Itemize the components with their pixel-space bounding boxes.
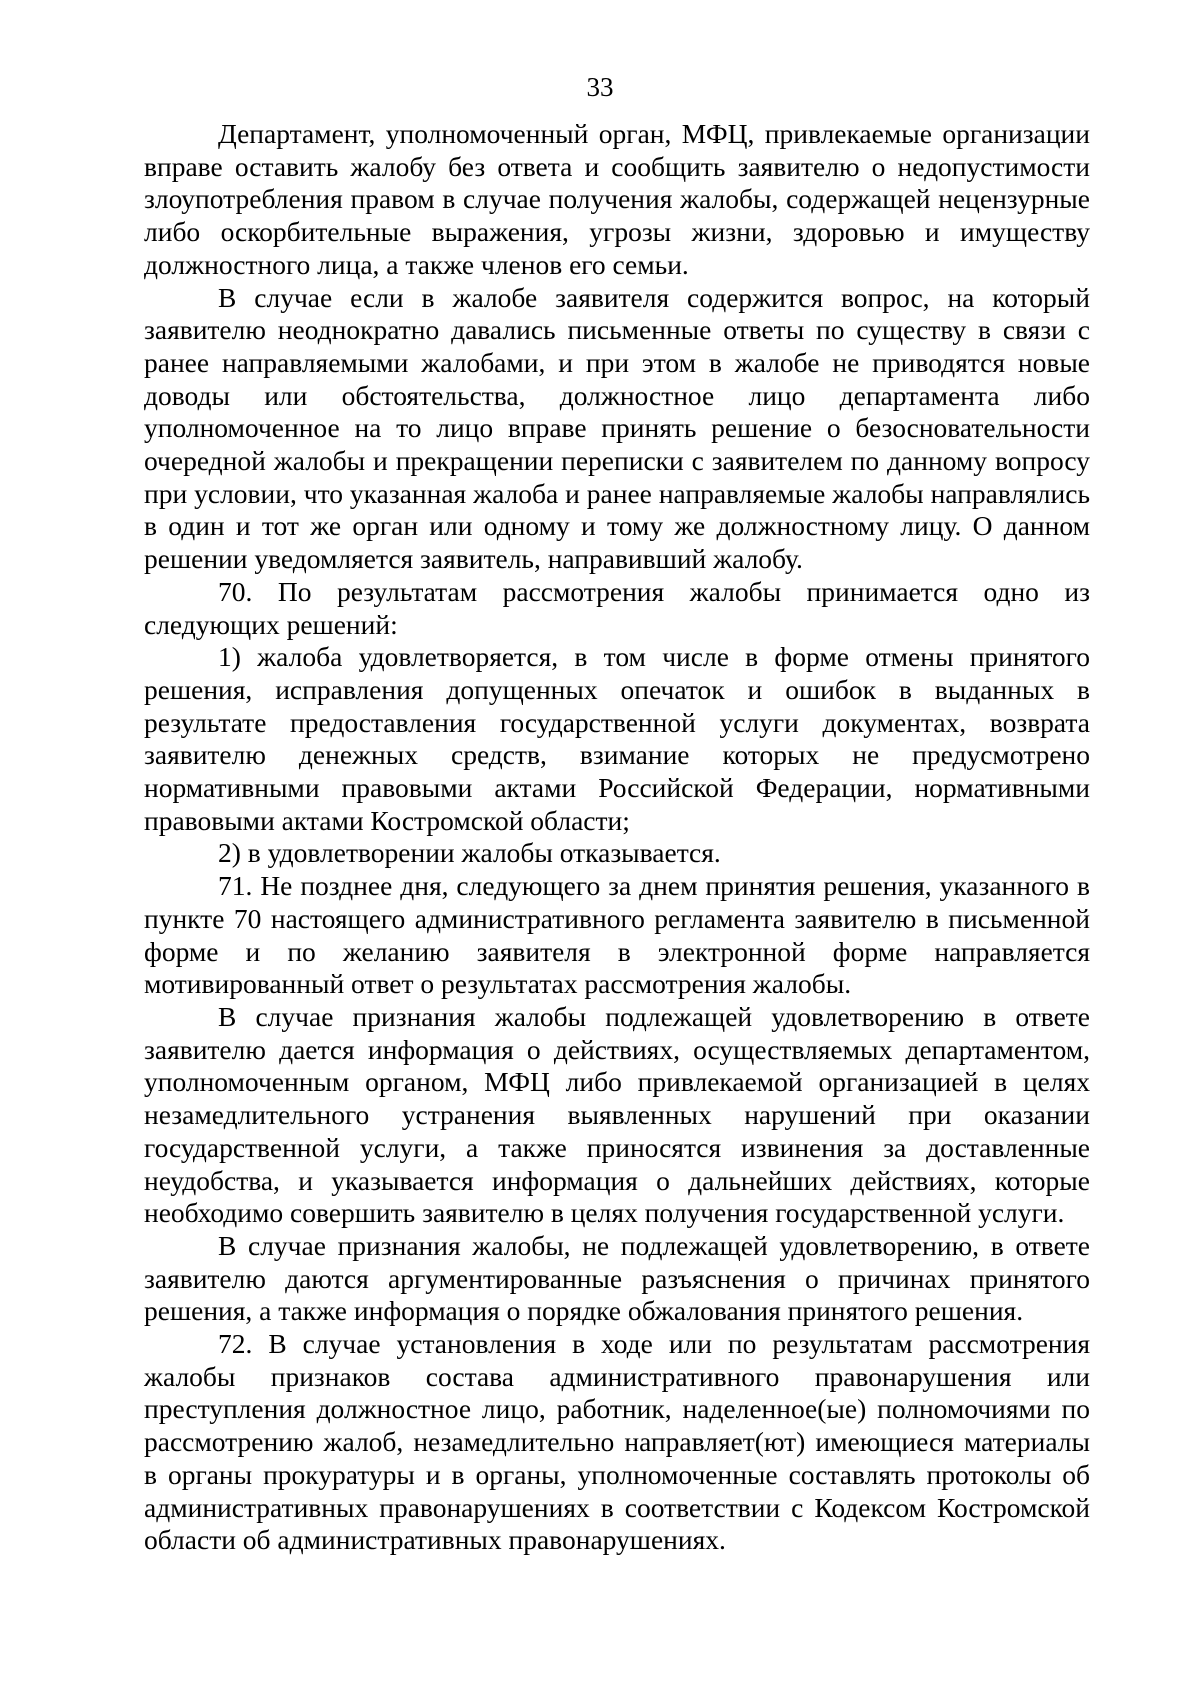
paragraph-item-71: 71. Не позднее дня, следующего за днем принятия решения, указанного в пункте 70 настоящего административного регламента заявителю в письменной форме и по желанию заявителя в электронной форме направляется мотивированный ответ о результатах рассмотрения жалобы. — [144, 870, 1090, 1000]
paragraph-item-72: 72. В случае установления в ходе или по результатам рассмотрения жалобы признаков состава административного правонарушения или преступления должностное лицо, работник, наделенное(ые) полномочиями по рассмотрению жалоб, незамедлительно направляет(ют) имеющиеся материалы в органы прокуратуры и в органы, уполномоченные составлять протоколы об административных правонарушениях в соответствии с Кодексом Костромской области об административных правонарушениях. — [144, 1328, 1090, 1556]
page-number: 33 — [586, 72, 614, 102]
paragraph-complaint-satisfied: В случае признания жалобы подлежащей удовлетворению в ответе заявителю дается информация о действиях, осуществляемых департаментом, уполномоченным органом, МФЦ либо привлекаемой организацией в целях незамедлительного устранения выявленных нарушений при оказании государственной услуги, а также приносятся извинения за доставленные неудобства, и указывается информация о дальнейших действиях, которые необходимо совершить заявителю в целях получения государственной услуги. — [144, 1000, 1090, 1229]
paragraph-item-70-subitem-1: 1) жалоба удовлетворяется, в том числе в форме отмены принятого решения, исправления допущенных опечаток и ошибок в выданных в результате предоставления государственной услуги документах, возврата заявителю денежных средств, взимание которых не предусмотрено нормативными правовыми актами Российской Федерации, нормативными правовыми актами Костромской области; — [144, 641, 1090, 836]
paragraph-item-70: 70. По результатам рассмотрения жалобы принимается одно из следующих решений: — [144, 575, 1090, 640]
document-body — [144, 118, 1090, 1557]
paragraph-item-70-subitem-2: 2) в удовлетворении жалобы отказывается. — [218, 837, 721, 869]
paragraph-complaint-rejected: В случае признания жалобы, не подлежащей удовлетворению, в ответе заявителю даются аргументированные разъяснения о причинах принятого решения, а также информация о порядке обжалования принятого решения. — [144, 1229, 1090, 1327]
paragraph-complaint-without-answer: Департамент, уполномоченный орган, МФЦ, привлекаемые организации вправе оставить жалобу без ответа и сообщить заявителю о недопустимости злоупотребления правом в случае получения жалобы, содержащей нецензурные либо оскорбительные выражения, угрозы жизни, здоровью и имуществу должностного лица, а также членов его семьи. — [144, 118, 1090, 280]
paragraph-repeated-question: В случае если в жалобе заявителя содержится вопрос, на который заявителю неоднократно давались письменные ответы по существу в связи с ранее направляемыми жалобами, и при этом в жалобе не приводятся новые доводы или обстоятельства, должностное лицо департамента либо уполномоченное на то лицо вправе принять решение о безосновательности очередной жалобы и прекращении переписки с заявителем по данному вопросу при условии, что указанная жалоба и ранее направляемые жалобы направлялись в один и тот же орган или одному и тому же должностному лицу. О данном решении уведомляется заявитель, направивший жалобу. — [144, 281, 1090, 575]
